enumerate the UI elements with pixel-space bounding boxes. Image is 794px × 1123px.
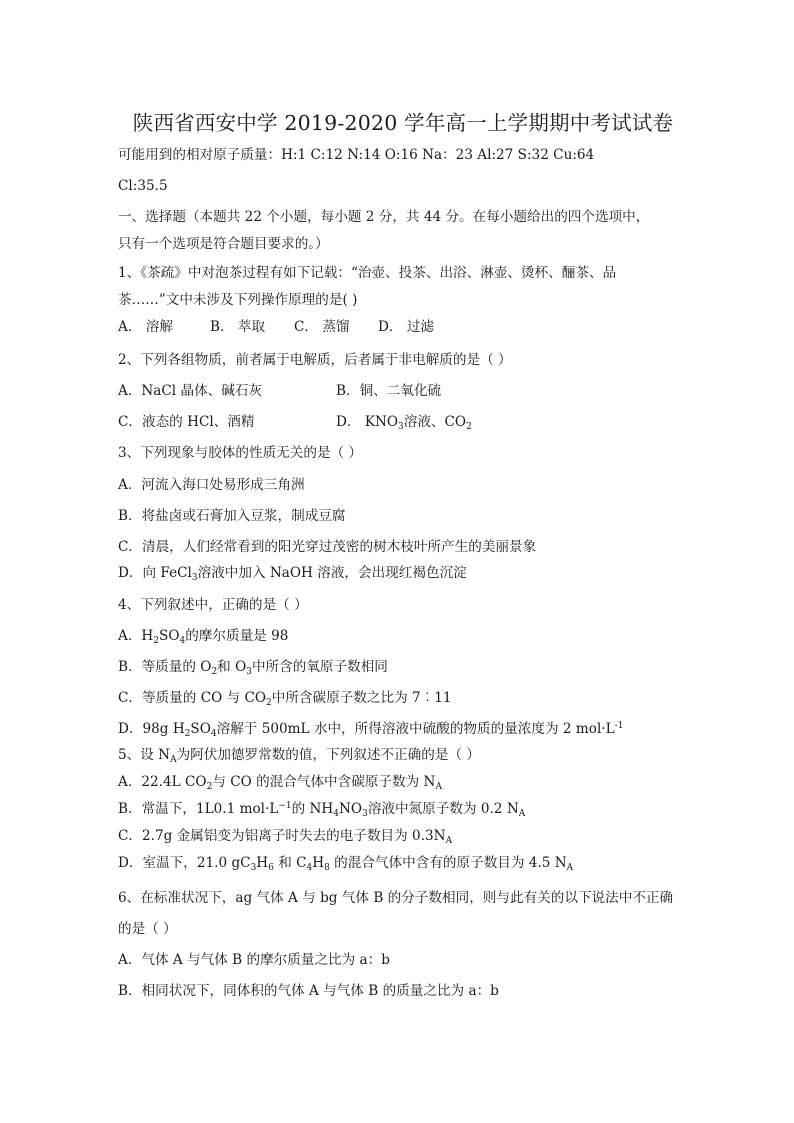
text: D． KNO — [336, 414, 399, 430]
q2-option-d[interactable] — [336, 414, 472, 430]
text: 与 CO 的混合气体中含碳原子数为 N — [212, 774, 436, 790]
q1-option-d[interactable]: D． 过滤 — [378, 319, 435, 335]
text: 溶液、CO — [403, 414, 467, 430]
subscript: 3 — [246, 667, 252, 677]
superscript: -1 — [614, 721, 624, 731]
q2-option-c[interactable]: C．液态的 HCl、酒精 — [118, 414, 255, 430]
atomic-masses-line2: Cl:35.5 — [118, 178, 168, 194]
text: 的 NH — [291, 801, 334, 817]
q1-stem-cont: 茶……”文中未涉及下列操作原理的是( ) — [118, 292, 358, 308]
subscript: A — [435, 782, 442, 792]
section-heading: 一、选择题（本题共 22 个小题，每小题 2 分，共 44 分。在每小题给出的四个选项中， — [118, 209, 650, 225]
text: A．22.4L CO — [118, 774, 207, 790]
text: 的摩尔质量是 98 — [185, 628, 289, 644]
q4-option-c[interactable] — [118, 690, 452, 706]
text: 和 C — [273, 855, 307, 871]
text: H — [312, 855, 325, 871]
q4-option-d[interactable] — [118, 721, 623, 737]
text: 溶液中加入 NaOH 溶液，会出现红褐色沉淀 — [197, 565, 467, 581]
superscript: −1 — [278, 801, 292, 811]
subscript: 2 — [153, 636, 159, 646]
q4-stem: 4、下列叙述中，正确的是（ ） — [118, 597, 308, 613]
text: 为阿伏加德罗常数的值，下列叙述不正确的是（ ） — [176, 747, 480, 763]
q5-option-c[interactable] — [118, 828, 452, 844]
q6-stem-cont: 的是（ ） — [118, 921, 177, 937]
q1-options — [118, 319, 434, 335]
text: H — [256, 855, 269, 871]
q5-option-b[interactable] — [118, 801, 525, 817]
subscript: 4 — [210, 729, 217, 739]
text: D．向 FeCl — [118, 565, 192, 581]
text: B．等质量的 O — [118, 659, 212, 675]
text: 溶解于 500mL 水中，所得溶液中硫酸的物质的量浓度为 2 mol·L — [216, 721, 615, 737]
subscript: A — [566, 863, 574, 873]
q5-option-d[interactable] — [118, 855, 573, 871]
text: NO — [339, 801, 363, 817]
subscript: 2 — [466, 422, 472, 432]
subscript: 3 — [191, 573, 198, 583]
text: 和 O — [217, 659, 247, 675]
text: 5、设 N — [118, 747, 171, 763]
atomic-masses-line1: 可能用到的相对原子质量：H:1 C:12 N:14 O:16 Na：23 Al:27 S:32 Cu:64 — [118, 147, 595, 163]
q1-stem: 1、《茶疏》中对泡茶过程有如下记载：“治壶、投茶、出浴、淋壶、烫杯、酾茶、品 — [118, 265, 617, 281]
subscript: 2 — [184, 729, 191, 739]
subscript: 3 — [398, 422, 404, 432]
q6-option-a[interactable]: A．气体 A 与气体 B 的摩尔质量之比为 a：b — [118, 952, 390, 968]
q2-option-a[interactable]: A．NaCl 晶体、碱石灰 — [118, 383, 263, 399]
subscript: 8 — [324, 863, 330, 873]
q1-option-c[interactable]: C． 蒸馏 — [294, 319, 350, 335]
text: 的混合气体中含有的原子数目为 4.5 N — [329, 855, 567, 871]
text: C．等质量的 CO 与 CO — [118, 690, 267, 706]
q3-option-b[interactable]: B．将盐卤或石膏加入豆浆，制成豆腐 — [118, 508, 346, 524]
subscript: 2 — [211, 667, 218, 677]
text: A．H — [118, 628, 154, 644]
subscript: A — [445, 836, 453, 846]
text: 中所含的氧原子数相同 — [251, 659, 388, 675]
q6-option-b[interactable]: B．相同状况下，同体积的气体 A 与气体 B 的质量之比为 a：b — [118, 983, 499, 999]
subscript: A — [170, 755, 177, 765]
text: D．98g H — [118, 721, 185, 737]
subscript: 4 — [333, 809, 340, 819]
subscript: A — [518, 809, 526, 819]
q1-option-b[interactable]: B． 萃取 — [210, 319, 266, 335]
q6-stem: 6、在标准状况下，ag 气体 A 与 bg 气体 B 的分子数相同，则与此有关的以下说法中不正确 — [118, 890, 674, 906]
q3-option-d[interactable] — [118, 565, 467, 581]
q2-options-cd — [118, 414, 472, 430]
q2-options-ab — [118, 383, 441, 399]
text: D．室温下，21.0 gC — [118, 855, 251, 871]
text: SO — [159, 628, 180, 644]
text: SO — [190, 721, 211, 737]
q5-option-a[interactable] — [118, 774, 442, 790]
text: 溶液中氮原子数为 0.2 N — [367, 801, 519, 817]
q3-stem: 3、下列现象与胶体的性质无关的是（ ） — [118, 445, 363, 461]
subscript: 4 — [179, 636, 186, 646]
subscript: 3 — [250, 863, 257, 873]
subscript: 3 — [362, 809, 368, 819]
q4-option-a[interactable] — [118, 628, 288, 644]
text: 中所含碳原子数之比为 7︰11 — [271, 690, 452, 706]
q5-stem — [118, 747, 480, 763]
q2-option-b[interactable]: B．铜、二氧化硫 — [336, 383, 442, 399]
section-heading-cont: 只有一个选项是符合题目要求的。） — [118, 236, 329, 252]
text: C．2.7g 金属铝变为铝离子时失去的电子数目为 0.3N — [118, 828, 446, 844]
q4-option-b[interactable] — [118, 659, 388, 675]
q1-option-a[interactable]: A． 溶解 — [118, 319, 173, 335]
q3-option-a[interactable]: A．河流入海口处易形成三角洲 — [118, 477, 305, 493]
subscript: 2 — [206, 782, 213, 792]
text: B．常温下，1L0.1 mol·L — [118, 801, 279, 817]
q2-stem: 2、下列各组物质，前者属于电解质，后者属于非电解质的是（ ） — [118, 352, 512, 368]
subscript: 6 — [268, 863, 274, 873]
q3-option-c[interactable]: C．清晨，人们经常看到的阳光穿过茂密的树木枝叶所产生的美丽景象 — [118, 539, 537, 555]
subscript: 4 — [306, 863, 313, 873]
page-title: 陕西省西安中学 2019-2020 学年高一上学期期中考试试卷 — [132, 111, 674, 135]
subscript: 2 — [266, 698, 272, 708]
